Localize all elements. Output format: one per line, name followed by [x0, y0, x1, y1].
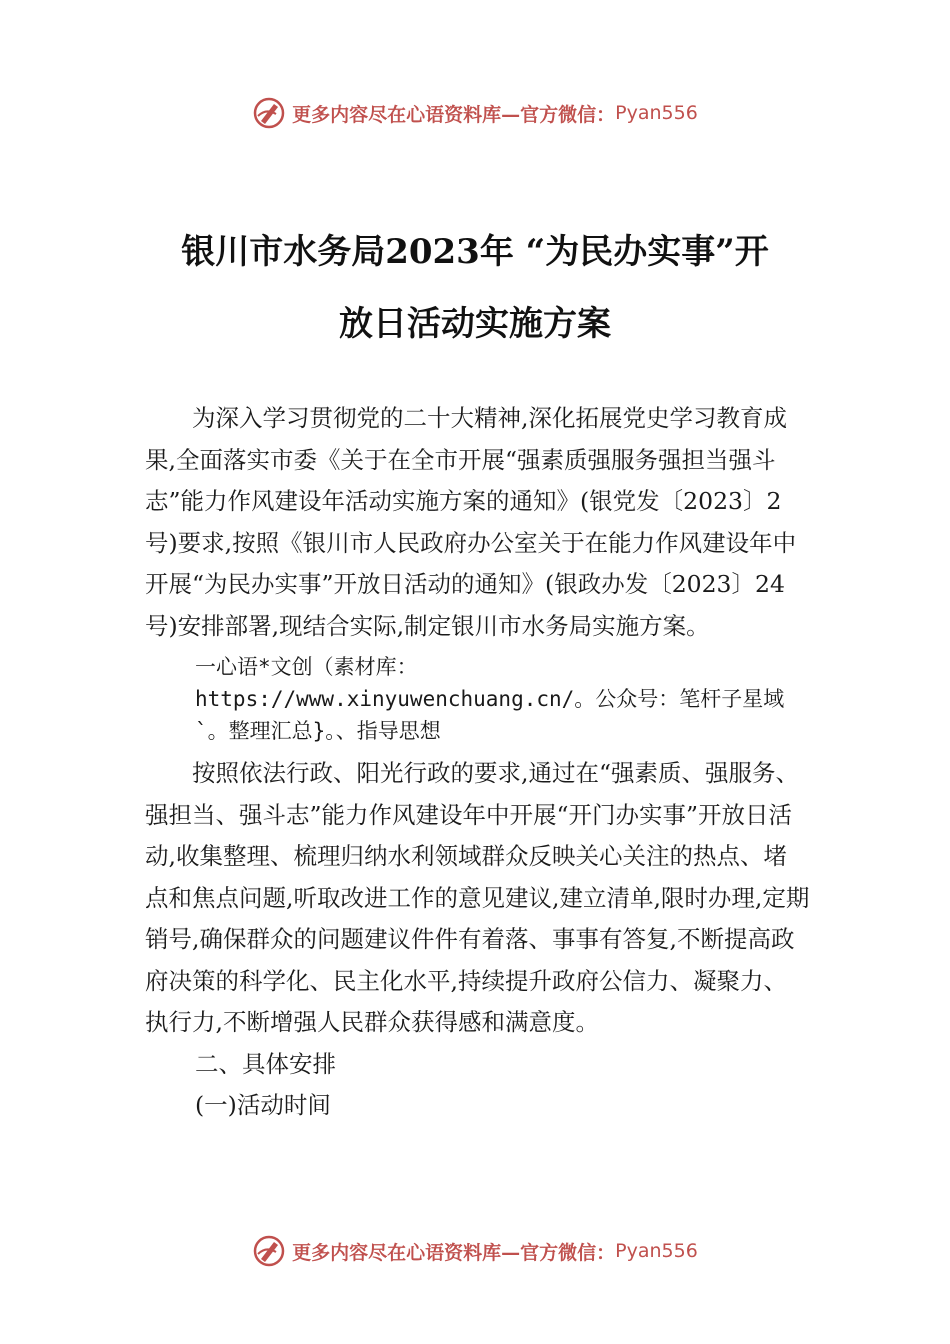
paragraph-intro: 为深入学习贯彻党的二十大精神,深化拓展党史学习教育成果,全面落实市委《关于在全市开展“强素质强服务强担当强斗志”能力作风建设年活动实施方案的通知》(银党发〔2023〕2号)要求,按照《银川市人民政府办公室关于在能力作风建设年中开展“为民办实事”开放日活动的通知》(银政办发〔2023〕24号)安排部署,现结合实际,制定银川市水务局实施方案。 [145, 404, 797, 640]
paragraph-source-note: 一心语*文创（素材库：https://www.xinyuwenchuang.cn/。公众号：笔杆子星域`。整理汇总}。、指导思想 [195, 655, 785, 743]
document-title-line1: 银川市水务局2023年 “为民办实事”开 [181, 232, 769, 272]
subsection-heading-time: (一)活动时间 [195, 1091, 331, 1119]
watermark-text: 更多内容尽在心语资料库—官方微信： [292, 103, 616, 126]
watermark-text: 更多内容尽在心语资料库—官方微信： [292, 1241, 616, 1264]
section-heading-arrangement: 二、具体安排 [195, 1049, 336, 1078]
watermark-wechat-id: Pyan556 [615, 1240, 698, 1262]
document-title-line2: 放日活动实施方案 [339, 304, 611, 344]
watermark-banner-top [0, 96, 950, 130]
pen-logo-icon [252, 1234, 286, 1268]
watermark-wechat-id: Pyan556 [615, 102, 698, 124]
watermark-banner-bottom [0, 1234, 950, 1268]
pen-logo-icon [252, 96, 286, 130]
paragraph-guiding-thought: 按照依法行政、阳光行政的要求,通过在“强素质、强服务、强担当、强斗志”能力作风建设年中开展“开门办实事”开放日活动,收集整理、梳理归纳水利领域群众反映关心关注的热点、堵点和焦点问题,听取改进工作的意见建议,建立清单,限时办理,定期销号,确保群众的问题建议件件有着落、事事有答复,不断提高政府决策的科学化、民主化水平,持续提升政府公信力、凝聚力、执行力,不断增强人民群众获得感和满意度。 [145, 759, 810, 1036]
document-body [145, 398, 810, 1127]
